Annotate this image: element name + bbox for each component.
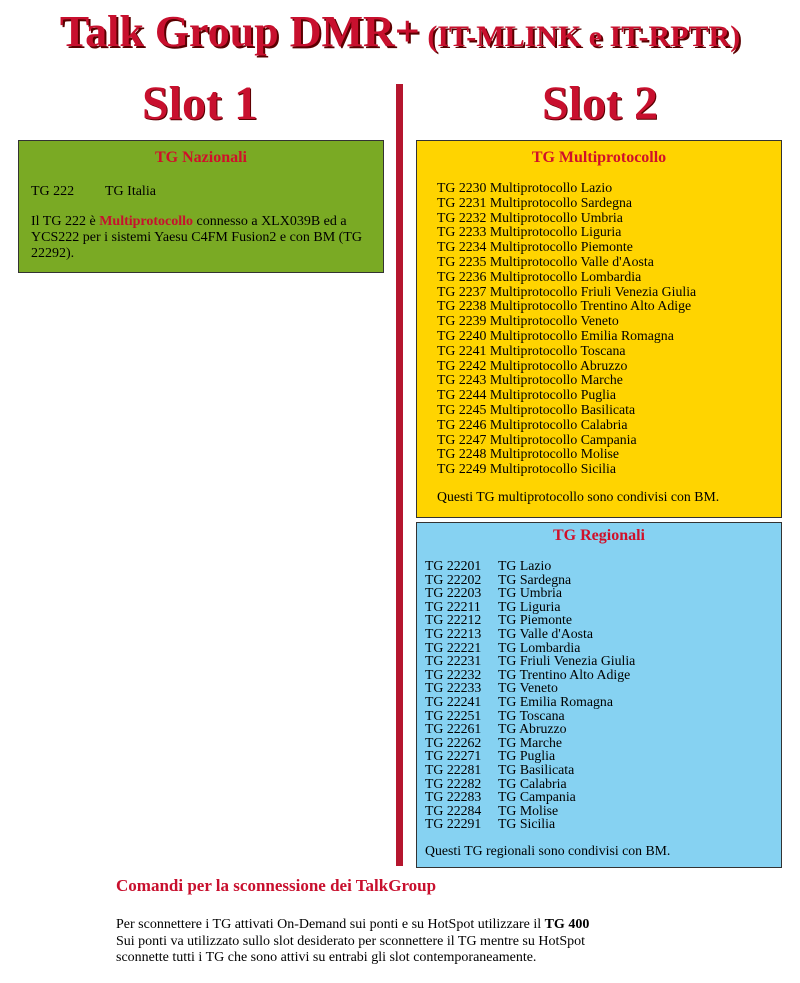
list-item [425, 668, 781, 682]
tg-name: TG Emilia Romagna [498, 693, 613, 709]
tg-name: TG Trentino Alto Adige [498, 666, 631, 682]
tg-multiprotocollo-list [437, 181, 781, 477]
page-title-sub: (IT-MLINK e IT-RPTR) [419, 20, 741, 53]
tg-number: TG 22282 [425, 775, 482, 791]
tg-name: TG Abruzzo [498, 721, 567, 737]
tg-400-bold: TG 400 [544, 917, 590, 932]
desc-text: Il TG 222 è [31, 214, 100, 229]
tg-name: TG Toscana [498, 707, 565, 723]
list-item [425, 654, 781, 668]
tg-name: TG Basilicata [498, 761, 575, 777]
list-item [425, 736, 781, 750]
list-item [425, 613, 781, 627]
tg-number: TG 22212 [425, 612, 482, 628]
list-item: TG 2240 Multiprotocollo Emilia Romagna [437, 327, 674, 343]
tg-multiprotocollo-box [416, 140, 782, 518]
tg-number: TG 22201 [425, 558, 482, 573]
tg-number: TG 22213 [425, 625, 482, 641]
list-item [425, 709, 781, 723]
list-item [425, 817, 781, 831]
list-item: TG 2244 Multiprotocollo Puglia [437, 387, 616, 403]
tg-name: TG Puglia [498, 748, 556, 764]
page-title-main: Talk Group DMR+ [59, 7, 420, 56]
list-item: TG 2234 Multiprotocollo Piemonte [437, 239, 633, 255]
tg-number: TG 22231 [425, 653, 482, 669]
list-item [425, 804, 781, 818]
tg-nazionali-title: TG Nazionali [154, 149, 247, 166]
footer-title: Comandi per la sconnessione dei TalkGroup [116, 876, 437, 895]
list-item: TG 2232 Multiprotocollo Umbria [437, 209, 623, 225]
tg-name: TG Piemonte [498, 612, 572, 628]
tg-multiprotocollo-title: TG Multiprotocollo [531, 149, 667, 166]
tg-number: TG 22291 [425, 816, 482, 832]
list-item: TG 2233 Multiprotocollo Liguria [437, 224, 622, 240]
tg-number: TG 22211 [425, 598, 481, 614]
list-item: TG 2241 Multiprotocollo Toscana [437, 342, 626, 358]
tg-number: TG 22284 [425, 802, 482, 818]
tg-name: TG Umbria [498, 585, 562, 601]
multiprotocollo-highlight: Multiprotocollo [99, 214, 194, 229]
slot-divider [396, 84, 403, 866]
page-title [0, 6, 800, 57]
slot1-heading: Slot 1 [141, 77, 258, 130]
tg-name: TG Lombardia [498, 639, 581, 655]
tg-multiprotocollo-note: Questi TG multiprotocollo sono condivisi con BM. [437, 488, 720, 504]
list-item: TG 2231 Multiprotocollo Sardegna [437, 194, 633, 210]
slot2-heading: Slot 2 [541, 77, 658, 130]
tg-name: TG Valle d'Aosta [498, 625, 593, 641]
list-item: TG 2248 Multiprotocollo Molise [437, 446, 620, 462]
list-item: TG 2230 Multiprotocollo Lazio [437, 180, 613, 195]
tg-name: TG Campania [498, 789, 576, 805]
list-item [425, 763, 781, 777]
tg-number: TG 22251 [425, 707, 482, 723]
tg-number: TG 22262 [425, 734, 482, 750]
list-item: TG 2236 Multiprotocollo Lombardia [437, 268, 642, 284]
tg-name: TG Sardegna [498, 571, 572, 587]
tg-name: TG Friuli Venezia Giulia [498, 653, 636, 669]
list-item [425, 777, 781, 791]
tg-number: TG 22221 [425, 639, 482, 655]
list-item: TG 2249 Multiprotocollo Sicilia [437, 461, 616, 477]
tg-regionali-note: Questi TG regionali sono condivisi con BM. [425, 842, 671, 858]
list-item [425, 573, 781, 587]
tg-name: TG Liguria [498, 598, 561, 614]
tg-regionali-box [416, 522, 782, 868]
tg-nazionali-entry [31, 184, 371, 200]
list-item [425, 586, 781, 600]
tg-number: TG 22283 [425, 789, 482, 805]
list-item [425, 749, 781, 763]
list-item: TG 2239 Multiprotocollo Veneto [437, 313, 619, 329]
tg-name: TG Sicilia [498, 816, 556, 832]
tg-name: TG Veneto [498, 680, 558, 696]
tg-number: TG 22281 [425, 761, 482, 777]
tg-name: TG Lazio [498, 558, 552, 573]
list-item: TG 2247 Multiprotocollo Campania [437, 431, 637, 447]
tg-nazionali-box [18, 140, 384, 273]
tg-name: TG Molise [498, 802, 559, 818]
list-item [425, 600, 781, 614]
tg-regionali-list [425, 559, 781, 831]
list-item [425, 559, 781, 573]
tg-number: TG 222 [31, 184, 75, 199]
footer-text [116, 917, 756, 967]
footer-line-1-text: Per sconnettere i TG attivati On-Demand sui ponti e su HotSpot utilizzare il [116, 917, 545, 932]
list-item: TG 2246 Multiprotocollo Calabria [437, 416, 628, 432]
list-item: TG 2235 Multiprotocollo Valle d'Aosta [437, 253, 654, 269]
tg-name: TG Marche [498, 734, 562, 750]
list-item: TG 2242 Multiprotocollo Abruzzo [437, 357, 628, 373]
tg-regionali-title: TG Regionali [552, 527, 645, 544]
footer-line-3: sconnette tutti i TG che sono attivi su entrabi gli slot contemporaneamente. [116, 950, 537, 965]
tg-name: TG Italia [105, 184, 156, 199]
tg-number: TG 22233 [425, 680, 482, 696]
list-item: TG 2243 Multiprotocollo Marche [437, 372, 623, 388]
list-item [425, 681, 781, 695]
tg-number: TG 22271 [425, 748, 482, 764]
tg-number: TG 22261 [425, 721, 482, 737]
list-item: TG 2238 Multiprotocollo Trentino Alto Adige [437, 298, 692, 314]
list-item [425, 641, 781, 655]
list-item: TG 2245 Multiprotocollo Basilicata [437, 401, 636, 417]
footer-line-2: Sui ponti va utilizzato sullo slot desiderato per sconnettere il TG mentre su HotSpot [116, 933, 586, 949]
list-item: TG 2237 Multiprotocollo Friuli Venezia Giulia [437, 283, 697, 299]
list-item [425, 627, 781, 641]
footer-line-1 [116, 917, 756, 934]
list-item [425, 695, 781, 709]
tg-number: TG 22232 [425, 666, 482, 682]
desc-text: connesso a XLX039B ed a YCS222 per i sistemi Yaesu C4FM Fusion2 e con BM (TG 22292). [31, 214, 362, 261]
tg-name: TG Calabria [498, 775, 567, 791]
list-item [425, 790, 781, 804]
tg-number: TG 22202 [425, 571, 482, 587]
tg-number: TG 22203 [425, 585, 482, 601]
list-item [425, 722, 781, 736]
tg-nazionali-description [31, 214, 371, 262]
tg-number: TG 22241 [425, 693, 482, 709]
